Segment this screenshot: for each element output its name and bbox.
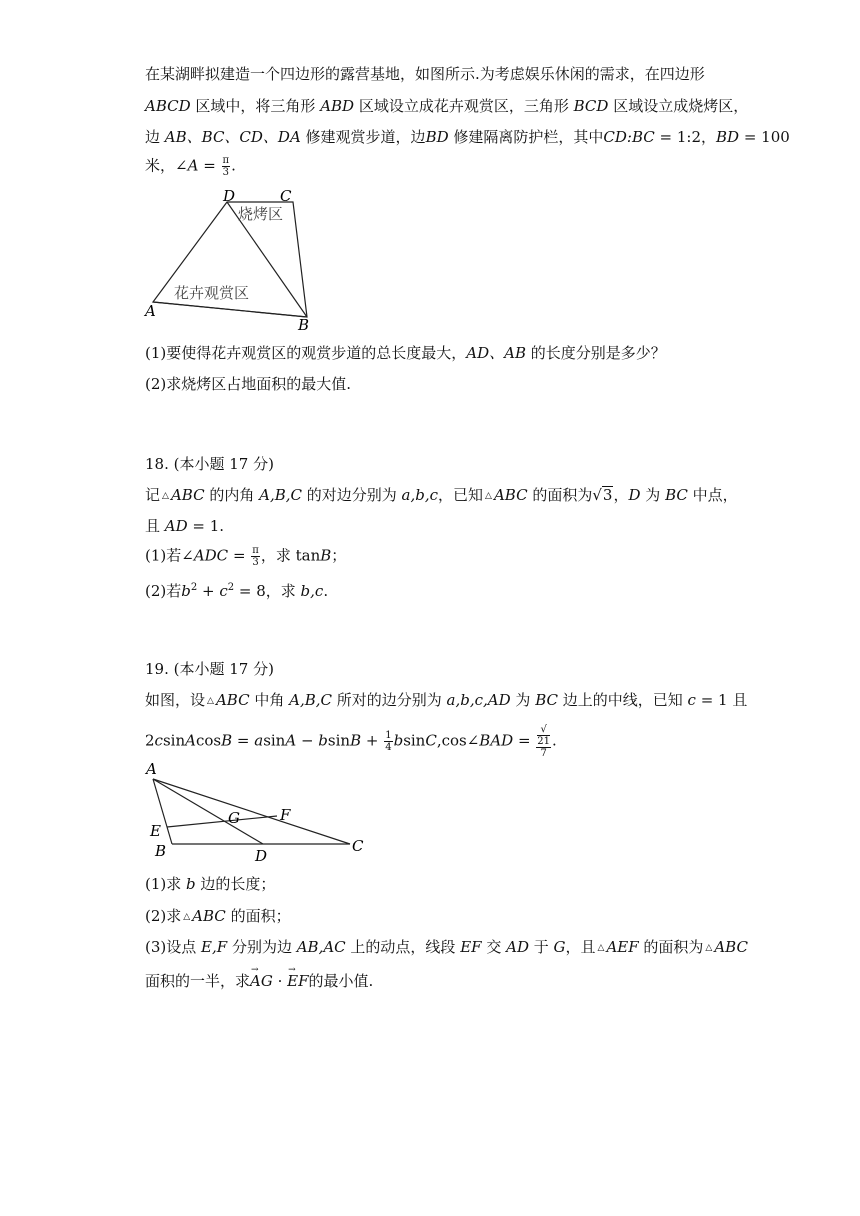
- q19-sub-3-cont: 面积的一半，求→ AG · → EF的最小值.: [145, 971, 373, 991]
- vector-AG: → AG: [250, 971, 273, 991]
- label-D: D: [223, 187, 236, 205]
- triangle-icon: △: [162, 491, 169, 501]
- q17-line-2: ABCD 区域中，将三角形 ABD 区域设立成花卉观赏区，三角形 BCD 区域设立成烧烤区，: [145, 97, 749, 115]
- triangle-icon: △: [705, 943, 713, 953]
- label-F: F: [280, 806, 291, 824]
- q17-line-1: 在某湖畔拟建造一个四边形的露营基地，如图所示.为考虑娱乐休闲的需求，在四边形: [145, 65, 705, 83]
- sqrt-3: 3: [602, 486, 613, 504]
- q19-header: 19. (本小题 17 分): [145, 660, 274, 678]
- q19-line-1: 如图，设 △ ABC 中角 A,B,C 所对的边分别为 a,b,c,AD 为 BC 边上的中线，已知 c = 1 且: [145, 691, 748, 709]
- label-A: A: [146, 760, 157, 778]
- q19-sub-1: (1)求 b 边的长度；: [145, 875, 276, 893]
- q17-sub-1: (1)要使得花卉观赏区的观赏步道的总长度最大，AD、AB 的长度分别是多少？: [145, 344, 666, 362]
- label-A: A: [145, 302, 156, 320]
- q19-sub-2: (2)求 △ ABC 的面积；: [145, 907, 291, 925]
- q17-quadrilateral-figure: [140, 184, 320, 334]
- label-G: G: [228, 809, 240, 827]
- label-E: E: [150, 822, 161, 840]
- q18-sub-2: (2)若$b^2 + c^2 = 8$，求 b,c.: [145, 582, 329, 600]
- label-D: D: [255, 847, 268, 865]
- label-B: B: [298, 316, 310, 334]
- label-flower-zone: 花卉观赏区: [174, 284, 250, 302]
- triangle-icon: △: [183, 912, 191, 922]
- q17-line-3: 边 AB、BC、CD、DA 修建观赏步道，边BD 修建隔离防护栏，其中CD:BC = 1:2，BD = 100: [145, 128, 790, 146]
- q19-sub-3: (3)设点 E,F 分别为边 AB,AC 上的动点，线段 EF 交 AD 于 G，且 △ AEF 的面积为 △ ABC: [145, 938, 748, 956]
- triangle-icon: △: [207, 696, 214, 706]
- q18-line-2: 且 AD = 1.: [145, 517, 225, 535]
- triangle-icon: △: [597, 943, 605, 953]
- q18-line-1: 记 △ ABC 的内角 A,B,C 的对边分别为 a,b,c，已知 △ ABC 的面积为√3，D 为 BC 中点，: [145, 486, 738, 504]
- fraction-pi-over-3: $\frac{\pi}{3}$: [252, 545, 259, 568]
- q18-header: 18. (本小题 17 分): [145, 455, 274, 473]
- q19-line-2: 2csinAcosB = asinA − bsinB + $\frac{1}{4}$ bsinC,cos∠BAD = √ 21 7 .: [145, 724, 557, 759]
- label-B: B: [155, 842, 167, 860]
- fraction-sqrt21-over-7: √ 21 7: [537, 724, 551, 759]
- q18-sub-1: (1)若∠ADC = $\frac{\pi}{3}$ ，求 tanB；: [145, 545, 347, 568]
- fraction-pi-over-3: $\frac{\pi}{3}$: [222, 155, 230, 178]
- triangle-icon: △: [485, 491, 492, 501]
- q17-sub-2: (2)求烧烤区占地面积的最大值.: [145, 375, 352, 393]
- fraction-one-quarter: $\frac{1}{4}$: [385, 730, 392, 753]
- label-C: C: [352, 837, 364, 855]
- q17-line-4: 米，∠A = $\frac{\pi}{3}$ .: [145, 155, 236, 178]
- label-bbq-zone: 烧烤区: [238, 205, 284, 223]
- label-C: C: [280, 187, 292, 205]
- q19-triangle-figure: [142, 758, 372, 866]
- vector-EF: → EF: [287, 971, 308, 991]
